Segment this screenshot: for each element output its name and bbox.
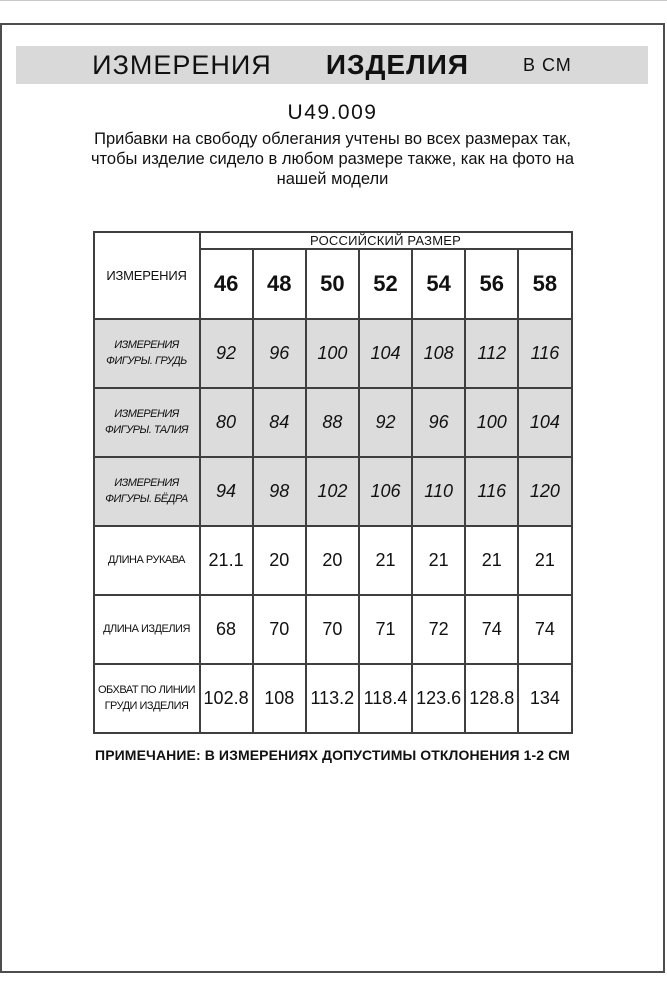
cell-value: 128.8 [465,664,518,733]
cell-value: 108 [253,664,306,733]
cell-value: 98 [253,457,306,526]
table-row-figure-chest [94,319,572,388]
size-header: 56 [465,249,518,319]
size-header: 48 [253,249,306,319]
row-label: ИЗМЕРЕНИЯ ФИГУРЫ. БЁДРА [94,457,200,526]
table-corner-header: ИЗМЕРЕНИЯ [94,232,200,319]
cell-value: 74 [518,595,571,664]
header-title-product: ИЗДЕЛИЯ [325,49,469,80]
cell-value: 106 [359,457,412,526]
size-header: 50 [306,249,359,319]
cell-value: 20 [306,526,359,595]
table-row-figure-waist [94,388,572,457]
cell-value: 102.8 [200,664,253,733]
row-label: ИЗМЕРЕНИЯ ФИГУРЫ. ТАЛИЯ [94,388,200,457]
cell-value: 113.2 [306,664,359,733]
cell-value: 21 [359,526,412,595]
cell-value: 96 [253,319,306,388]
cell-value: 21 [412,526,465,595]
table-row-chest-girth [94,664,572,733]
cell-value: 21 [518,526,571,595]
cell-value: 108 [412,319,465,388]
intro-text [2,129,663,189]
size-header: 46 [200,249,253,319]
cell-value: 20 [253,526,306,595]
article-code: U49.009 [287,101,378,124]
cell-value: 116 [518,319,571,388]
intro-line-1: Прибавки на свободу облегания учтены во всех размерах так, [94,130,571,148]
size-header: 58 [518,249,571,319]
cell-value: 110 [412,457,465,526]
size-header: 52 [359,249,412,319]
cell-value: 21.1 [200,526,253,595]
row-label: ИЗМЕРЕНИЯ ФИГУРЫ. ГРУДЬ [94,319,200,388]
cell-value: 104 [359,319,412,388]
cell-value: 74 [465,595,518,664]
intro-line-2: чтобы изделие сидело в любом размере также, как на фото на [90,150,575,168]
cell-value: 70 [253,595,306,664]
page-top-edge-line [0,0,667,1]
table-row-sleeve-length [94,526,572,595]
cell-value: 104 [518,388,571,457]
page-frame [0,23,665,973]
row-label: ОБХВАТ ПО ЛИНИИ ГРУДИ ИЗДЕЛИЯ [94,664,200,733]
header-bar [16,46,648,84]
cell-value: 70 [306,595,359,664]
cell-value: 94 [200,457,253,526]
cell-value: 123.6 [412,664,465,733]
header-unit-label: В СМ [523,54,572,75]
table-row-figure-hips [94,457,572,526]
cell-value: 96 [412,388,465,457]
cell-value: 116 [465,457,518,526]
row-label: ДЛИНА РУКАВА [94,526,200,595]
cell-value: 71 [359,595,412,664]
cell-value: 88 [306,388,359,457]
size-group-row [94,232,572,249]
cell-value: 72 [412,595,465,664]
cell-value: 120 [518,457,571,526]
table-row-item-length [94,595,572,664]
header-title-measurements: ИЗМЕРЕНИЯ [92,49,272,80]
size-group-header: РОССИЙСКИЙ РАЗМЕР [200,232,572,249]
cell-value: 21 [465,526,518,595]
cell-value: 100 [306,319,359,388]
cell-value: 84 [253,388,306,457]
cell-value: 92 [200,319,253,388]
size-table [93,231,573,734]
cell-value: 112 [465,319,518,388]
size-header: 54 [412,249,465,319]
tolerance-note: ПРИМЕЧАНИЕ: В ИЗМЕРЕНИЯХ ДОПУСТИМЫ ОТКЛОНЕНИЯ 1-2 СМ [95,747,570,763]
cell-value: 102 [306,457,359,526]
cell-value: 134 [518,664,571,733]
intro-line-3: нашей модели [276,170,389,188]
cell-value: 118.4 [359,664,412,733]
cell-value: 100 [465,388,518,457]
cell-value: 68 [200,595,253,664]
cell-value: 92 [359,388,412,457]
cell-value: 80 [200,388,253,457]
row-label: ДЛИНА ИЗДЕЛИЯ [94,595,200,664]
